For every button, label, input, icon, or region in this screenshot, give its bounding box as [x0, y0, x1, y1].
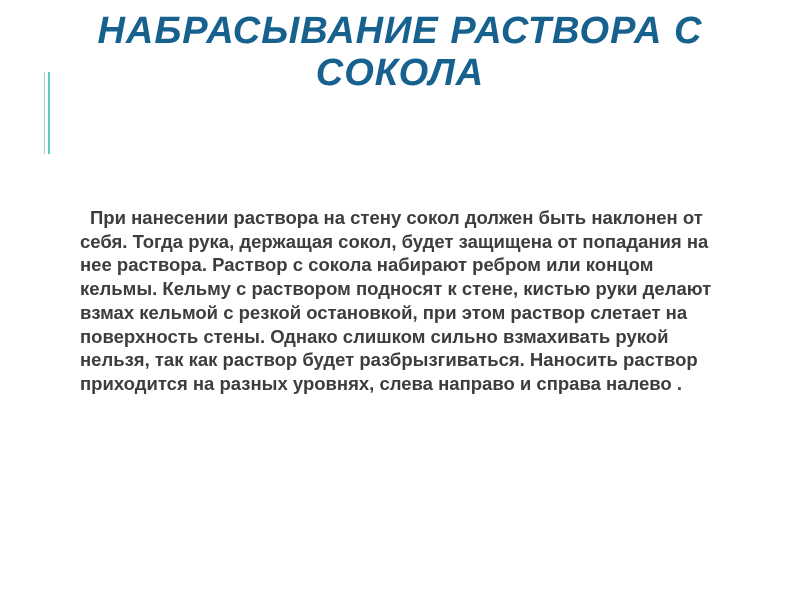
accent-line-thick — [48, 72, 50, 154]
slide-title-line-2: СОКОЛА — [315, 52, 485, 94]
slide-title — [30, 10, 770, 94]
body-text: При нанесении раствора на стену сокол должен быть наклонен от себя. Тогда рука, держащая сокол, будет защищена от попадания на нее раствора. Раствор с сокола набирают ребром или концом кельмы. Кельму с раствором подносят к стене, кистью руки делают взмах кельмой с резкой остановкой, при этом раствор слетает на поверхность стены. Однако слишком сильно взмахивать рукой нельзя, так как раствор будет разбрызгиваться. Наносить раствор приходится на разных уровнях, слева направо и справа налево . — [80, 207, 712, 394]
accent-line-thin — [44, 72, 45, 154]
slide-title-line-1: НАБРАСЫВАНИЕ РАСТВОРА С — [97, 10, 703, 52]
accent-lines — [44, 72, 52, 154]
